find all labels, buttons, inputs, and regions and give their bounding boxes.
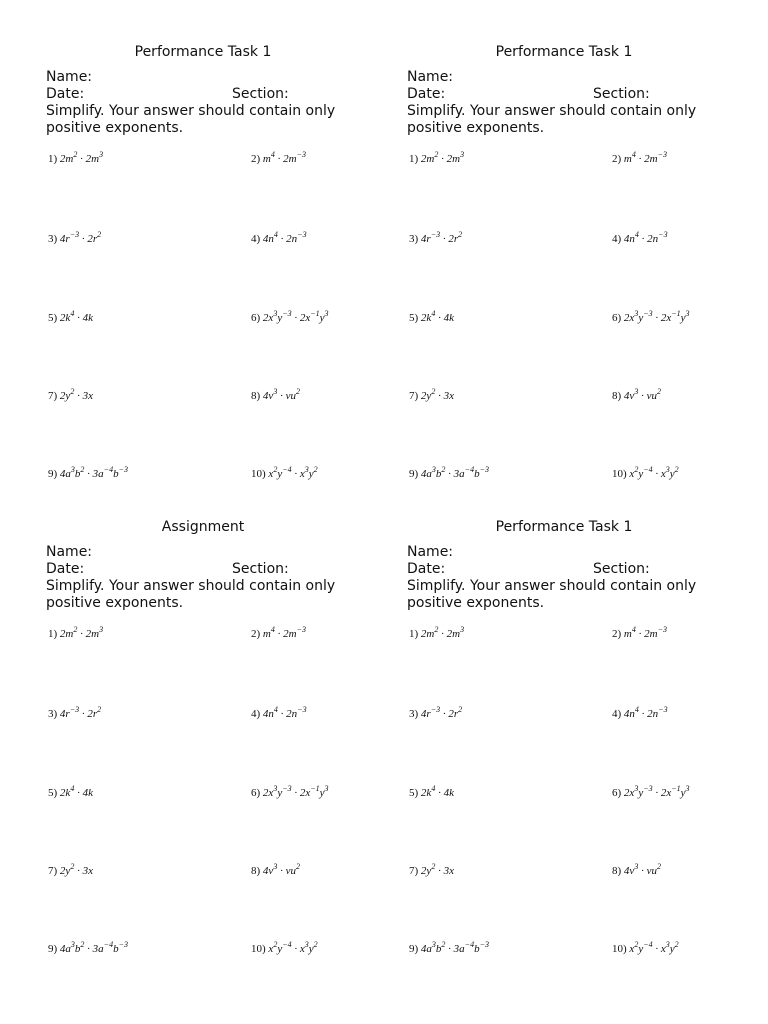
problem-number: 1) <box>409 628 421 640</box>
section-label: Section: <box>232 561 289 577</box>
problem-expression: $2y^2 \cdot 3x$ <box>59 862 93 877</box>
problem-number: 7) <box>48 390 60 402</box>
problem-number: 8) <box>612 390 624 402</box>
problem-1 <box>48 625 103 640</box>
problem-6 <box>612 784 690 799</box>
problem-number: 1) <box>48 628 60 640</box>
problem-expression: $2x^3y^{-3} \cdot 2x^{-1}y^3$ <box>623 309 690 324</box>
worksheet-block-2 <box>407 43 747 513</box>
problem-10 <box>612 465 679 480</box>
problem-4 <box>251 705 307 720</box>
problem-7 <box>409 387 454 402</box>
problem-expression: $2m^2 \cdot 2m^3$ <box>420 150 465 165</box>
problem-expression: $4a^3b^2 \cdot 3a^{-4}b^{-3}$ <box>420 465 489 480</box>
problem-number: 8) <box>612 865 624 877</box>
problem-expression: $2y^2 \cdot 3x$ <box>420 862 454 877</box>
problem-expression: $4n^4 \cdot 2n^{-3}$ <box>262 705 307 720</box>
problem-expression: $4v^3 \cdot vu^2$ <box>623 387 661 402</box>
name-label: Name: <box>46 69 93 85</box>
problem-8 <box>251 862 300 877</box>
section-label: Section: <box>232 86 289 102</box>
problem-expression: $4v^3 \cdot vu^2$ <box>262 862 300 877</box>
problem-expression: $x^2y^{-4} \cdot x^3y^2$ <box>629 940 679 955</box>
problem-number: 4) <box>612 233 624 245</box>
worksheet-title: Performance Task 1 <box>495 519 633 535</box>
problem-number: 10) <box>251 943 269 955</box>
problem-expression: $2k^4 \cdot 4k$ <box>420 309 454 324</box>
problem-number: 7) <box>48 865 60 877</box>
problem-expression: $x^2y^{-4} \cdot x^3y^2$ <box>629 465 679 480</box>
problem-number: 9) <box>48 468 60 480</box>
problem-number: 10) <box>251 468 269 480</box>
problem-9 <box>409 940 489 955</box>
name-label: Name: <box>407 544 454 560</box>
problem-7 <box>409 862 454 877</box>
problem-expression: $4r^{-3} \cdot 2r^2$ <box>59 230 102 245</box>
problem-number: 4) <box>251 708 263 720</box>
worksheet-title: Performance Task 1 <box>495 44 633 60</box>
problem-number: 4) <box>251 233 263 245</box>
worksheet-title: Performance Task 1 <box>134 44 272 60</box>
problem-expression: $4a^3b^2 \cdot 3a^{-4}b^{-3}$ <box>420 940 489 955</box>
instructions: Simplify. Your answer should contain only positive exponents. <box>46 578 336 611</box>
problem-number: 5) <box>409 787 421 799</box>
problem-expression: $4n^4 \cdot 2n^{-3}$ <box>623 230 668 245</box>
problem-7 <box>48 862 93 877</box>
problem-number: 1) <box>48 153 60 165</box>
problem-10 <box>251 465 318 480</box>
problem-7 <box>48 387 93 402</box>
problem-3 <box>48 230 101 245</box>
problem-expression: $2m^2 \cdot 2m^3$ <box>59 150 104 165</box>
problem-expression: $2y^2 \cdot 3x$ <box>420 387 454 402</box>
problem-number: 5) <box>48 312 60 324</box>
problem-number: 9) <box>409 468 421 480</box>
problem-number: 8) <box>251 865 263 877</box>
problem-number: 10) <box>612 468 630 480</box>
problem-1 <box>409 625 464 640</box>
problem-number: 2) <box>612 628 624 640</box>
problem-number: 6) <box>251 787 263 799</box>
problem-expression: $x^2y^{-4} \cdot x^3y^2$ <box>268 465 318 480</box>
problem-3 <box>409 705 462 720</box>
problem-expression: $2y^2 \cdot 3x$ <box>59 387 93 402</box>
problem-9 <box>409 465 489 480</box>
worksheet-block-3 <box>46 518 386 988</box>
problem-number: 4) <box>612 708 624 720</box>
problem-2 <box>251 625 306 640</box>
problem-number: 10) <box>612 943 630 955</box>
problem-expression: $2k^4 \cdot 4k$ <box>59 784 93 799</box>
problem-expression: $m^4 \cdot 2m^{-3}$ <box>623 625 667 640</box>
problem-number: 9) <box>48 943 60 955</box>
problem-6 <box>251 784 329 799</box>
worksheet-block-1 <box>46 43 386 513</box>
problem-expression: $2m^2 \cdot 2m^3$ <box>420 625 465 640</box>
problem-3 <box>409 230 462 245</box>
name-label: Name: <box>407 69 454 85</box>
instructions: Simplify. Your answer should contain only positive exponents. <box>407 578 697 611</box>
problem-number: 2) <box>251 153 263 165</box>
problem-2 <box>612 150 667 165</box>
problem-number: 3) <box>48 233 60 245</box>
problem-number: 9) <box>409 943 421 955</box>
problem-expression: $4n^4 \cdot 2n^{-3}$ <box>262 230 307 245</box>
instructions: Simplify. Your answer should contain only positive exponents. <box>46 103 336 136</box>
problem-9 <box>48 465 128 480</box>
problem-expression: $4r^{-3} \cdot 2r^2$ <box>420 230 463 245</box>
section-label: Section: <box>593 86 650 102</box>
problem-number: 8) <box>251 390 263 402</box>
problem-number: 7) <box>409 390 421 402</box>
problem-4 <box>251 230 307 245</box>
problem-8 <box>251 387 300 402</box>
problem-4 <box>612 230 668 245</box>
section-label: Section: <box>593 561 650 577</box>
problem-10 <box>251 940 318 955</box>
problem-number: 3) <box>48 708 60 720</box>
problem-9 <box>48 940 128 955</box>
problem-number: 3) <box>409 233 421 245</box>
date-label: Date: <box>407 561 446 577</box>
problem-expression: $m^4 \cdot 2m^{-3}$ <box>262 150 306 165</box>
problem-8 <box>612 387 661 402</box>
problem-4 <box>612 705 668 720</box>
problem-number: 5) <box>409 312 421 324</box>
problem-expression: $m^4 \cdot 2m^{-3}$ <box>623 150 667 165</box>
problem-8 <box>612 862 661 877</box>
problem-number: 6) <box>251 312 263 324</box>
problem-number: 6) <box>612 787 624 799</box>
instructions: Simplify. Your answer should contain only positive exponents. <box>407 103 697 136</box>
problem-expression: $2x^3y^{-3} \cdot 2x^{-1}y^3$ <box>262 784 329 799</box>
problem-expression: $2k^4 \cdot 4k$ <box>420 784 454 799</box>
problem-expression: $4v^3 \cdot vu^2$ <box>262 387 300 402</box>
problem-expression: $4r^{-3} \cdot 2r^2$ <box>59 705 102 720</box>
date-label: Date: <box>46 561 85 577</box>
worksheet-title: Assignment <box>161 519 245 535</box>
problem-expression: $2m^2 \cdot 2m^3$ <box>59 625 104 640</box>
problem-expression: $2x^3y^{-3} \cdot 2x^{-1}y^3$ <box>623 784 690 799</box>
problem-6 <box>612 309 690 324</box>
problem-expression: $x^2y^{-4} \cdot x^3y^2$ <box>268 940 318 955</box>
problem-5 <box>48 784 93 799</box>
problem-expression: $4r^{-3} \cdot 2r^2$ <box>420 705 463 720</box>
date-label: Date: <box>407 86 446 102</box>
problem-expression: $4a^3b^2 \cdot 3a^{-4}b^{-3}$ <box>59 465 128 480</box>
problem-number: 7) <box>409 865 421 877</box>
problem-number: 5) <box>48 787 60 799</box>
problem-number: 6) <box>612 312 624 324</box>
problem-number: 2) <box>612 153 624 165</box>
problem-5 <box>409 784 454 799</box>
problem-1 <box>48 150 103 165</box>
problem-number: 2) <box>251 628 263 640</box>
problem-expression: $4a^3b^2 \cdot 3a^{-4}b^{-3}$ <box>59 940 128 955</box>
problem-5 <box>48 309 93 324</box>
problem-expression: $2k^4 \cdot 4k$ <box>59 309 93 324</box>
name-label: Name: <box>46 544 93 560</box>
problem-1 <box>409 150 464 165</box>
problem-expression: $4v^3 \cdot vu^2$ <box>623 862 661 877</box>
problem-6 <box>251 309 329 324</box>
problem-expression: $m^4 \cdot 2m^{-3}$ <box>262 625 306 640</box>
date-label: Date: <box>46 86 85 102</box>
problem-3 <box>48 705 101 720</box>
problem-2 <box>612 625 667 640</box>
problem-5 <box>409 309 454 324</box>
problem-2 <box>251 150 306 165</box>
problem-expression: $2x^3y^{-3} \cdot 2x^{-1}y^3$ <box>262 309 329 324</box>
problem-number: 1) <box>409 153 421 165</box>
problem-expression: $4n^4 \cdot 2n^{-3}$ <box>623 705 668 720</box>
worksheet-block-4 <box>407 518 747 988</box>
problem-number: 3) <box>409 708 421 720</box>
problem-10 <box>612 940 679 955</box>
